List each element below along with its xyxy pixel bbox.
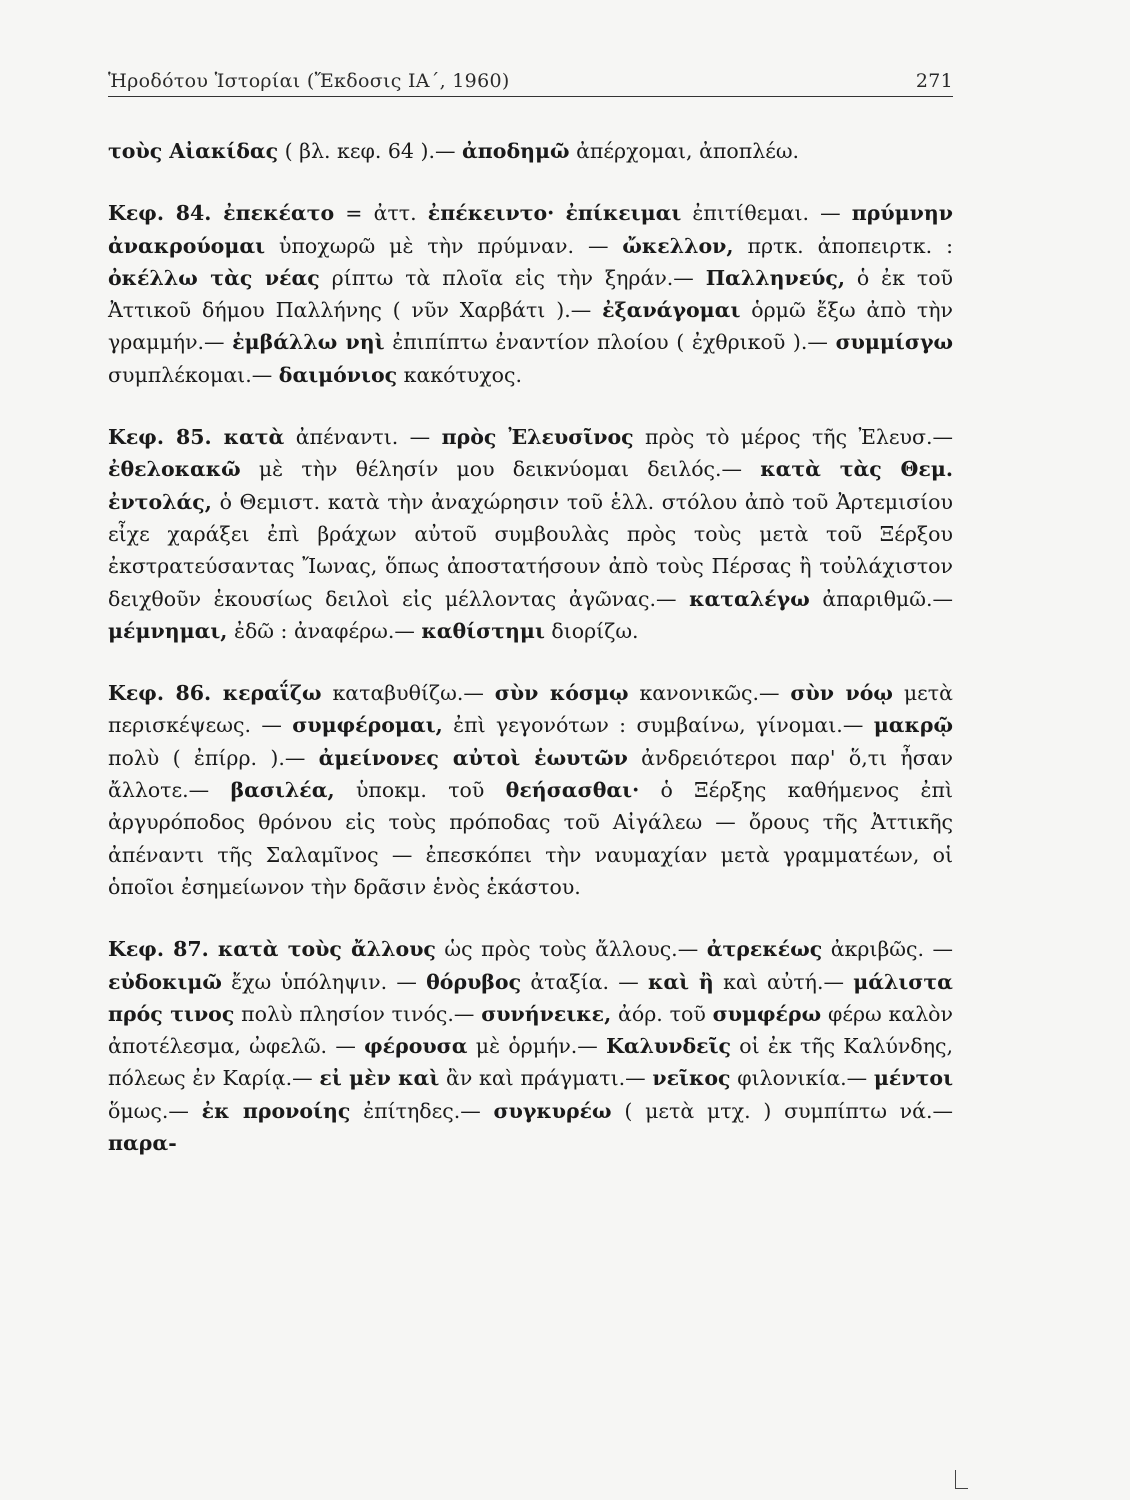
gloss-text: ἀόρ. τοῦ bbox=[611, 1001, 713, 1026]
bold-term: συγκυρέω bbox=[493, 1098, 612, 1123]
bold-term: συνήνεικε, bbox=[481, 1001, 612, 1026]
gloss-text: ὁ Ξέρξης καθήμενος ἐπὶ ἀργυρόποδος θρόνου εἰς τοὺς πρόποδας τοῦ Αἰγάλεω — ὄρους τῆς Ἀττικῆς ἀπέναντι τῆς Σαλαμῖνος — ἐπεσκόπει τὴν ναυμαχίαν μετὰ γραμματέων, οἱ ὁποῖοι ἐσημείωνον τὴν δρᾶσιν ἑνὸς ἑκάστου. bbox=[108, 778, 953, 899]
gloss-text: ἀκριβῶς. — bbox=[822, 937, 954, 962]
bold-term: μάλιστα πρός τινος bbox=[108, 969, 953, 1026]
bold-term: εὐδοκιμῶ bbox=[108, 969, 222, 994]
gloss-text: ὡς πρὸς τοὺς ἄλλους.— bbox=[435, 937, 707, 962]
gloss-text: ἔχω ὑπόληψιν. — bbox=[221, 969, 427, 994]
bold-term: ἀμείνονες αὐτοὶ ἑωυτῶν bbox=[318, 745, 628, 770]
paragraph-chapter-86 bbox=[108, 677, 953, 903]
bold-term: Καλυνδεῖς bbox=[606, 1034, 732, 1059]
bold-term: συμφέρομαι, bbox=[292, 713, 443, 738]
gloss-text: κακότυχος. bbox=[397, 362, 523, 387]
bold-term: Κεφ. 84. bbox=[108, 201, 224, 226]
bold-term: μακρῷ bbox=[873, 713, 954, 738]
bold-term: τοὺς Αἰακίδας bbox=[108, 139, 279, 163]
gloss-text: καταβυθίζω.— bbox=[321, 681, 495, 706]
gloss-text: ἐπίτηδες.— bbox=[350, 1098, 494, 1123]
gloss-text: πολὺ πλησίον τινός.— bbox=[234, 1001, 482, 1026]
bold-term: δαιμόνιος bbox=[278, 362, 398, 387]
gloss-text: μετὰ περισκέψεως. — bbox=[108, 681, 953, 738]
gloss-text bbox=[554, 201, 565, 225]
gloss-text: ἀταξία. — bbox=[521, 969, 649, 994]
gloss-text: μὲ ὁρμήν.— bbox=[467, 1034, 607, 1059]
bold-term: κατὰ τοὺς ἄλλους bbox=[217, 937, 436, 962]
bold-term: καὶ ἢ bbox=[648, 969, 714, 994]
gloss-text: μὲ τὴν θέλησίν μου δεικνύομαι δειλός.— bbox=[240, 457, 761, 482]
gloss-text: ἀπαριθμῶ.— bbox=[809, 586, 953, 611]
running-header bbox=[108, 70, 953, 97]
gloss-text: ἂν καὶ πράγματι.— bbox=[439, 1066, 653, 1091]
gloss-text: πρὸς τὸ μέρος τῆς Ἐλευσ.— bbox=[633, 425, 954, 450]
bold-term: ἐπεκέατο bbox=[223, 201, 335, 226]
gloss-text: ( βλ. κεφ. 64 ).— bbox=[278, 139, 462, 163]
gloss-text: κανονικῶς.— bbox=[628, 681, 791, 706]
gloss-text: ἐδῶ : ἀναφέρω.— bbox=[227, 618, 422, 643]
gloss-text: ( μετὰ μτχ. ) συμπίπτω νά.— bbox=[611, 1098, 953, 1123]
bold-term: συμφέρω bbox=[712, 1001, 822, 1026]
bold-term: καταλέγω bbox=[689, 586, 810, 611]
bold-term: Κεφ. 87. bbox=[108, 937, 218, 962]
bold-term: θόρυβος bbox=[426, 969, 522, 994]
bold-term: νεῖκος bbox=[652, 1066, 731, 1091]
gloss-text: ὁ ἐκ τοῦ Ἀττικοῦ δήμου Παλλήνης ( νῦν Χαρβάτι ).— bbox=[108, 265, 954, 323]
bold-term: συμμίσγω bbox=[835, 330, 953, 355]
bold-term: ἀτρεκέως bbox=[706, 937, 823, 962]
gloss-text: ὁρμῶ ἔξω ἀπὸ τὴν γραμμήν.— bbox=[108, 298, 953, 355]
corner-mark bbox=[955, 1470, 968, 1489]
gloss-text: ἐπὶ γεγονότων : συμβαίνω, γίνομαι.— bbox=[442, 713, 874, 738]
bold-term: καθίστημι bbox=[421, 618, 545, 643]
bold-term: παρα- bbox=[108, 1131, 177, 1156]
header-title: Ἡροδότου Ἱστορίαι (Ἔκδοσις ΙΑ΄, 1960) bbox=[108, 70, 510, 92]
bold-term: Κεφ. 85. bbox=[108, 425, 224, 450]
bold-term: Κεφ. 86. bbox=[108, 681, 223, 706]
gloss-text: = ἀττ. bbox=[334, 201, 428, 226]
bold-term: ἐθελοκακῶ bbox=[108, 457, 241, 482]
gloss-text: καὶ αὐτή.— bbox=[713, 969, 854, 994]
bold-term: ἐξανάγομαι bbox=[602, 298, 741, 323]
gloss-text: πρτκ. ἀποπειρτκ. : bbox=[733, 233, 953, 258]
gloss-text: ὑποχωρῶ μὲ τὴν πρύμναν. — bbox=[265, 233, 623, 258]
page bbox=[108, 70, 953, 1159]
paragraph-chapter-87 bbox=[108, 933, 953, 1159]
bold-term: εἰ μὲν καὶ bbox=[319, 1066, 440, 1091]
gloss-text: συμπλέκομαι.— bbox=[108, 362, 279, 387]
page-number: 271 bbox=[915, 70, 953, 92]
gloss-text: ἐπιτίθεμαι. — bbox=[681, 201, 852, 226]
bold-term: ὤκελλον, bbox=[622, 233, 734, 258]
bold-term: βασιλέα, bbox=[230, 778, 335, 803]
gloss-text: ἀνδρειότεροι παρ' ὅ,τι ἦσαν ἄλλοτε.— bbox=[108, 745, 953, 803]
bold-term: ἐμβάλλω νηὶ bbox=[232, 330, 385, 355]
bold-term: φέρουσα bbox=[364, 1034, 468, 1059]
bold-term: κατὰ τὰς Θεμ. ἐντολάς, bbox=[108, 457, 953, 514]
bold-term: μέντοι bbox=[873, 1066, 953, 1091]
paragraph-chapter-85 bbox=[108, 421, 953, 647]
bold-term: ἐπέκειντο· bbox=[427, 201, 555, 226]
gloss-text: ὅμως.— bbox=[108, 1098, 202, 1123]
bold-term: θεήσασθαι· bbox=[505, 778, 640, 803]
bold-term: κεραΐζω bbox=[222, 681, 322, 706]
gloss-text: οἱ ἐκ τῆς Καλύνδης, πόλεως ἐν Καρίᾳ.— bbox=[108, 1034, 954, 1091]
gloss-text: φιλονικία.— bbox=[730, 1066, 874, 1091]
bold-term: κατὰ bbox=[223, 425, 285, 450]
gloss-text: ἀπέναντι. — bbox=[284, 425, 442, 450]
paragraph-intro bbox=[108, 135, 953, 167]
gloss-text: πολὺ ( ἐπίρρ. ).— bbox=[108, 745, 319, 770]
gloss-text: ἐπιπίπτω ἐναντίον πλοίου ( ἐχθρικοῦ ).— bbox=[384, 330, 836, 355]
gloss-text: ἀπέρχομαι, ἀποπλέω. bbox=[569, 139, 800, 163]
gloss-text: ρίπτω τὰ πλοῖα εἰς τὴν ξηράν.— bbox=[319, 265, 706, 290]
gloss-text: ὁ Θεμιστ. κατὰ τὴν ἀναχώρησιν τοῦ ἑλλ. στόλου ἀπὸ τοῦ Ἀρτεμισίου εἶχε χαράξει ἐπὶ βράχων αὐτοῦ συμβουλὰς πρὸς τοὺς μετὰ τοῦ Ξέρξου ἐκστρατεύσαντας Ἴωνας, ὅπως ἀποστατήσουν ἀπὸ τοὺς Πέρσας ἢ τοὐλάχιστον δειχθοῦν ἑκουσίως δειλοὶ εἰς μέλλοντας ἀγῶνας.— bbox=[108, 489, 953, 611]
gloss-text: διορίζω. bbox=[544, 618, 639, 643]
bold-term: ἐκ προνοίης bbox=[201, 1098, 351, 1123]
bold-term: πρὸς Ἐλευσῖνος bbox=[441, 425, 634, 450]
bold-term: ἐπίκειμαι bbox=[565, 201, 682, 226]
bold-term: σὺν νόῳ bbox=[790, 681, 893, 706]
bold-term: πρύμνην ἀνακρούομαι bbox=[108, 201, 953, 258]
gloss-text: ὑποκμ. τοῦ bbox=[334, 778, 506, 803]
gloss-text: φέρω καλὸν ἀποτέλεσμα, ὠφελῶ. — bbox=[108, 1001, 953, 1059]
bold-term: μέμνημαι, bbox=[108, 618, 228, 643]
bold-term: σὺν κόσμῳ bbox=[494, 681, 629, 706]
paragraph-chapter-84 bbox=[108, 197, 953, 391]
bold-term: ἀποδημῶ bbox=[462, 139, 570, 163]
bold-term: Παλληνεύς, bbox=[705, 265, 846, 290]
bold-term: ὀκέλλω τὰς νέας bbox=[108, 265, 320, 290]
